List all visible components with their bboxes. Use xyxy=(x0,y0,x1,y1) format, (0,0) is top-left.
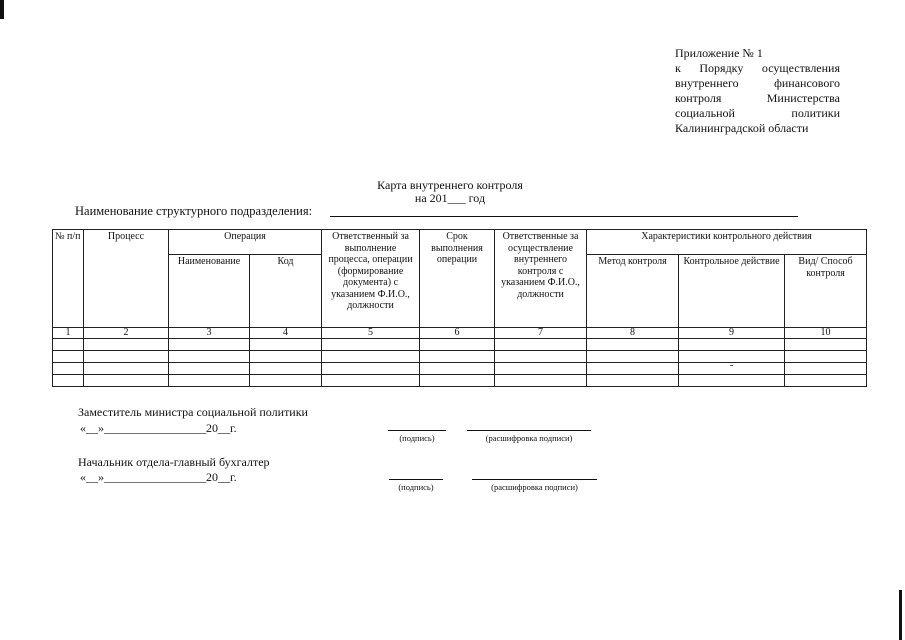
column-number: 1 xyxy=(53,328,84,339)
col-header-num: № п/п xyxy=(53,230,84,328)
col-header-characteristics: Характеристики контрольного действия xyxy=(587,230,867,255)
appendix-line: к Порядку осуществления xyxy=(675,61,840,75)
table-cell[interactable] xyxy=(420,339,495,351)
table-cell[interactable] xyxy=(679,360,785,375)
table-header-row xyxy=(53,230,867,255)
table-cell[interactable] xyxy=(53,375,84,387)
table-row xyxy=(53,351,867,363)
table-cell[interactable] xyxy=(250,363,322,375)
document-year: на 201___ год xyxy=(414,191,486,205)
table-cell[interactable] xyxy=(420,351,495,363)
table-cell[interactable] xyxy=(53,351,84,363)
table-cell[interactable] xyxy=(495,375,587,387)
table-cell[interactable] xyxy=(587,339,679,351)
appendix-line: социальной политики xyxy=(675,106,840,120)
table-cell[interactable] xyxy=(587,351,679,363)
appendix-line: Приложение № 1 xyxy=(675,46,763,60)
control-map-table xyxy=(52,229,867,387)
stray-mark: - xyxy=(729,360,734,371)
scan-edge-mark-left xyxy=(0,0,4,19)
table-cell[interactable] xyxy=(84,351,169,363)
unit-name-label: Наименование структурного подразделения: xyxy=(75,204,313,218)
table-cell[interactable] xyxy=(169,339,250,351)
col-header-op-code: Код xyxy=(250,255,322,328)
table-cell[interactable] xyxy=(53,363,84,375)
table-cell[interactable] xyxy=(679,339,785,351)
signature-line[interactable] xyxy=(389,479,443,480)
table-cell[interactable] xyxy=(169,363,250,375)
table-cell[interactable] xyxy=(322,339,420,351)
table-cell[interactable] xyxy=(420,363,495,375)
signature-date-field[interactable]: «__»_________________20__г. xyxy=(80,470,237,484)
table-cell[interactable] xyxy=(785,375,867,387)
table-cell[interactable] xyxy=(84,375,169,387)
table-row xyxy=(53,375,867,387)
signatory-title-chief-accountant: Начальник отдела-главный бухгалтер xyxy=(78,455,270,469)
table-cell[interactable] xyxy=(785,339,867,351)
table-cell[interactable] xyxy=(495,351,587,363)
signature-caption: (подпись) xyxy=(398,482,434,492)
table-cell[interactable] xyxy=(250,375,322,387)
signature-decode-caption: (расшифровка подписи) xyxy=(485,433,573,443)
table-cell[interactable] xyxy=(420,375,495,387)
column-number: 2 xyxy=(84,328,169,339)
document-title: Карта внутреннего контроля xyxy=(377,178,523,192)
table-cell[interactable] xyxy=(679,375,785,387)
col-header-method: Метод контроля xyxy=(587,255,679,328)
table-cell[interactable] xyxy=(250,339,322,351)
table-cell[interactable] xyxy=(322,375,420,387)
col-header-action: Контрольное действие xyxy=(679,255,785,328)
column-number: 7 xyxy=(495,328,587,339)
table-cell[interactable] xyxy=(53,339,84,351)
appendix-line: внутреннего финансового xyxy=(675,76,840,90)
col-header-type: Вид/ Способ контроля xyxy=(785,255,867,328)
table-cell[interactable] xyxy=(495,339,587,351)
col-header-op-name: Наименование xyxy=(169,255,250,328)
table-cell[interactable] xyxy=(84,339,169,351)
table-cell[interactable] xyxy=(785,351,867,363)
column-number: 3 xyxy=(169,328,250,339)
signature-decode-caption: (расшифровка подписи) xyxy=(491,482,578,492)
table-cell[interactable] xyxy=(587,363,679,375)
col-header-operation: Операция xyxy=(169,230,322,255)
signature-decode-line[interactable] xyxy=(467,430,591,431)
table-cell[interactable] xyxy=(169,351,250,363)
table-cell[interactable] xyxy=(169,375,250,387)
signature-decode-line[interactable] xyxy=(472,479,597,480)
column-number: 9 xyxy=(679,328,785,339)
col-header-deadline: Срок выполнения операции xyxy=(420,230,495,328)
appendix-line: контроля Министерства xyxy=(675,91,840,105)
table-cell[interactable] xyxy=(250,351,322,363)
unit-name-field[interactable] xyxy=(330,216,798,217)
column-number: 10 xyxy=(785,328,867,339)
col-header-responsible: Ответственный за выполнение процесса, операции (формирование документа) с указанием Ф.И.О., должности xyxy=(322,230,420,328)
column-number: 5 xyxy=(322,328,420,339)
table-cell[interactable] xyxy=(322,363,420,375)
signature-date-field[interactable]: «__»_________________20__г. xyxy=(80,421,237,435)
column-number: 8 xyxy=(587,328,679,339)
signature-line[interactable] xyxy=(388,430,446,431)
column-number-row xyxy=(53,328,867,339)
table-cell[interactable] xyxy=(495,363,587,375)
column-number: 6 xyxy=(420,328,495,339)
table-row xyxy=(53,363,867,375)
table-cell[interactable] xyxy=(587,375,679,387)
col-header-controllers: Ответственные за осуществление внутреннего контроля с указанием Ф.И.О., должности xyxy=(495,230,587,328)
signature-caption: (подпись) xyxy=(399,433,435,443)
table-cell[interactable] xyxy=(84,363,169,375)
table-cell[interactable] xyxy=(785,363,867,375)
signatory-title-deputy-minister: Заместитель министра социальной политики xyxy=(78,405,308,419)
appendix-line: Калининградской области xyxy=(675,121,809,135)
scan-edge-mark-right xyxy=(899,590,902,640)
appendix-note xyxy=(675,46,840,136)
table-row xyxy=(53,339,867,351)
col-header-process: Процесс xyxy=(84,230,169,328)
table-cell[interactable] xyxy=(322,351,420,363)
column-number: 4 xyxy=(250,328,322,339)
